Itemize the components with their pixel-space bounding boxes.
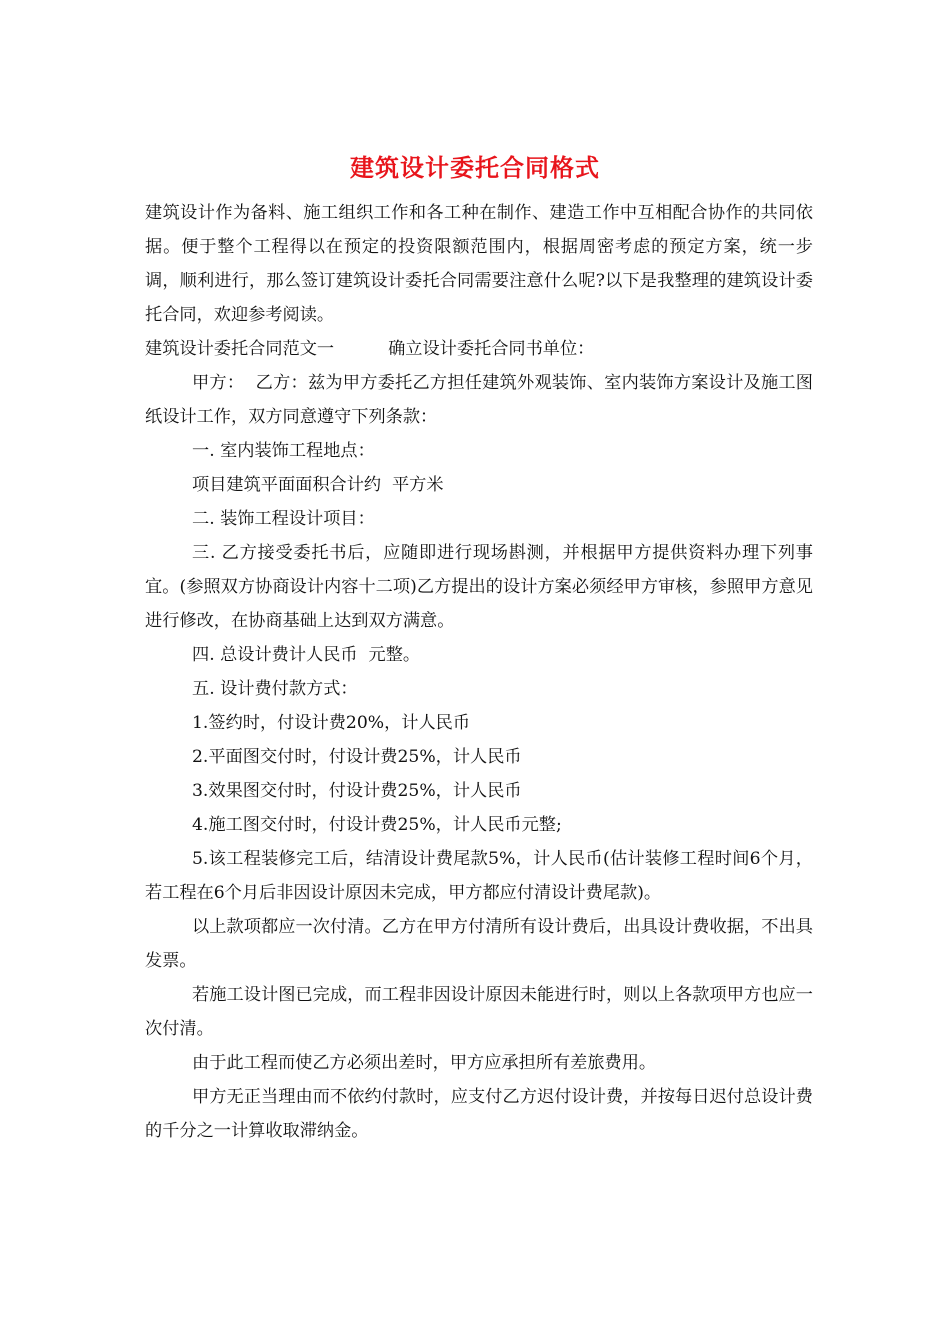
heading-gap	[334, 332, 388, 366]
sample-heading-row	[145, 332, 813, 366]
late-payment-paragraph: 甲方无正当理由而不依约付款时，应支付乙方迟付设计费，并按每日迟付总设计费的千分之一计算收取滞纳金。	[145, 1087, 813, 1141]
sample-subheading: 确立设计委托合同书单位：	[388, 339, 595, 359]
intro-paragraph: 建筑设计作为备料、施工组织工作和各工种在制作、建造工作中互相配合协作的共同依据。便于整个工程得以在预定的投资限额范围内，根据周密考虑的预定方案，统一步调，顺利进行，那么签订建筑设计委托合同需要注意什么呢?以下是我整理的建筑设计委托合同，欢迎参考阅读。	[145, 203, 813, 325]
clause-2: 二. 装饰工程设计项目：	[192, 509, 375, 529]
travel-paragraph: 由于此工程而使乙方必须出差时，甲方应承担所有差旅费用。	[192, 1053, 657, 1073]
payment-item-1: 1.签约时，付设计费20%，计人民币	[192, 713, 471, 733]
settlement-paragraph: 以上款项都应一次付清。乙方在甲方付清所有设计费后，出具设计费收据，不出具发票。	[145, 917, 813, 971]
sample-heading: 建筑设计委托合同范文一	[145, 339, 335, 359]
clause-1-detail: 项目建筑平面面积合计约 平方米	[192, 475, 444, 495]
document-body	[145, 196, 813, 1148]
payment-item-2: 2.平面图交付时，付设计费25%，计人民币	[192, 747, 522, 767]
payment-item-5: 5.该工程装修完工后，结清设计费尾款5%，计人民币(估计装修工程时间6个月，若工程在6个月后非因设计原因未完成，甲方都应付清设计费尾款)。	[145, 849, 813, 903]
payment-item-3: 3.效果图交付时，付设计费25%，计人民币	[192, 781, 522, 801]
parties-paragraph: 甲方： 乙方：兹为甲方委托乙方担任建筑外观装饰、室内装饰方案设计及施工图纸设计工作，双方同意遵守下列条款：	[145, 373, 813, 427]
clause-5: 五. 设计费付款方式：	[192, 679, 358, 699]
document-title: 建筑设计委托合同格式	[350, 153, 600, 182]
clause-1: 一. 室内装饰工程地点：	[192, 441, 375, 461]
clause-3: 三. 乙方接受委托书后，应随即进行现场斟测，并根据甲方提供资料办理下列事宜。(参照双方协商设计内容十二项)乙方提出的设计方案必须经甲方审核，参照甲方意见进行修改，在协商基础上达到双方满意。	[145, 543, 813, 631]
clause-4: 四. 总设计费计人民币 元整。	[192, 645, 421, 665]
payment-item-4: 4.施工图交付时，付设计费25%，计人民币元整;	[192, 815, 562, 835]
construction-paragraph: 若施工设计图已完成，而工程非因设计原因未能进行时，则以上各款项甲方也应一次付清。	[145, 985, 813, 1039]
